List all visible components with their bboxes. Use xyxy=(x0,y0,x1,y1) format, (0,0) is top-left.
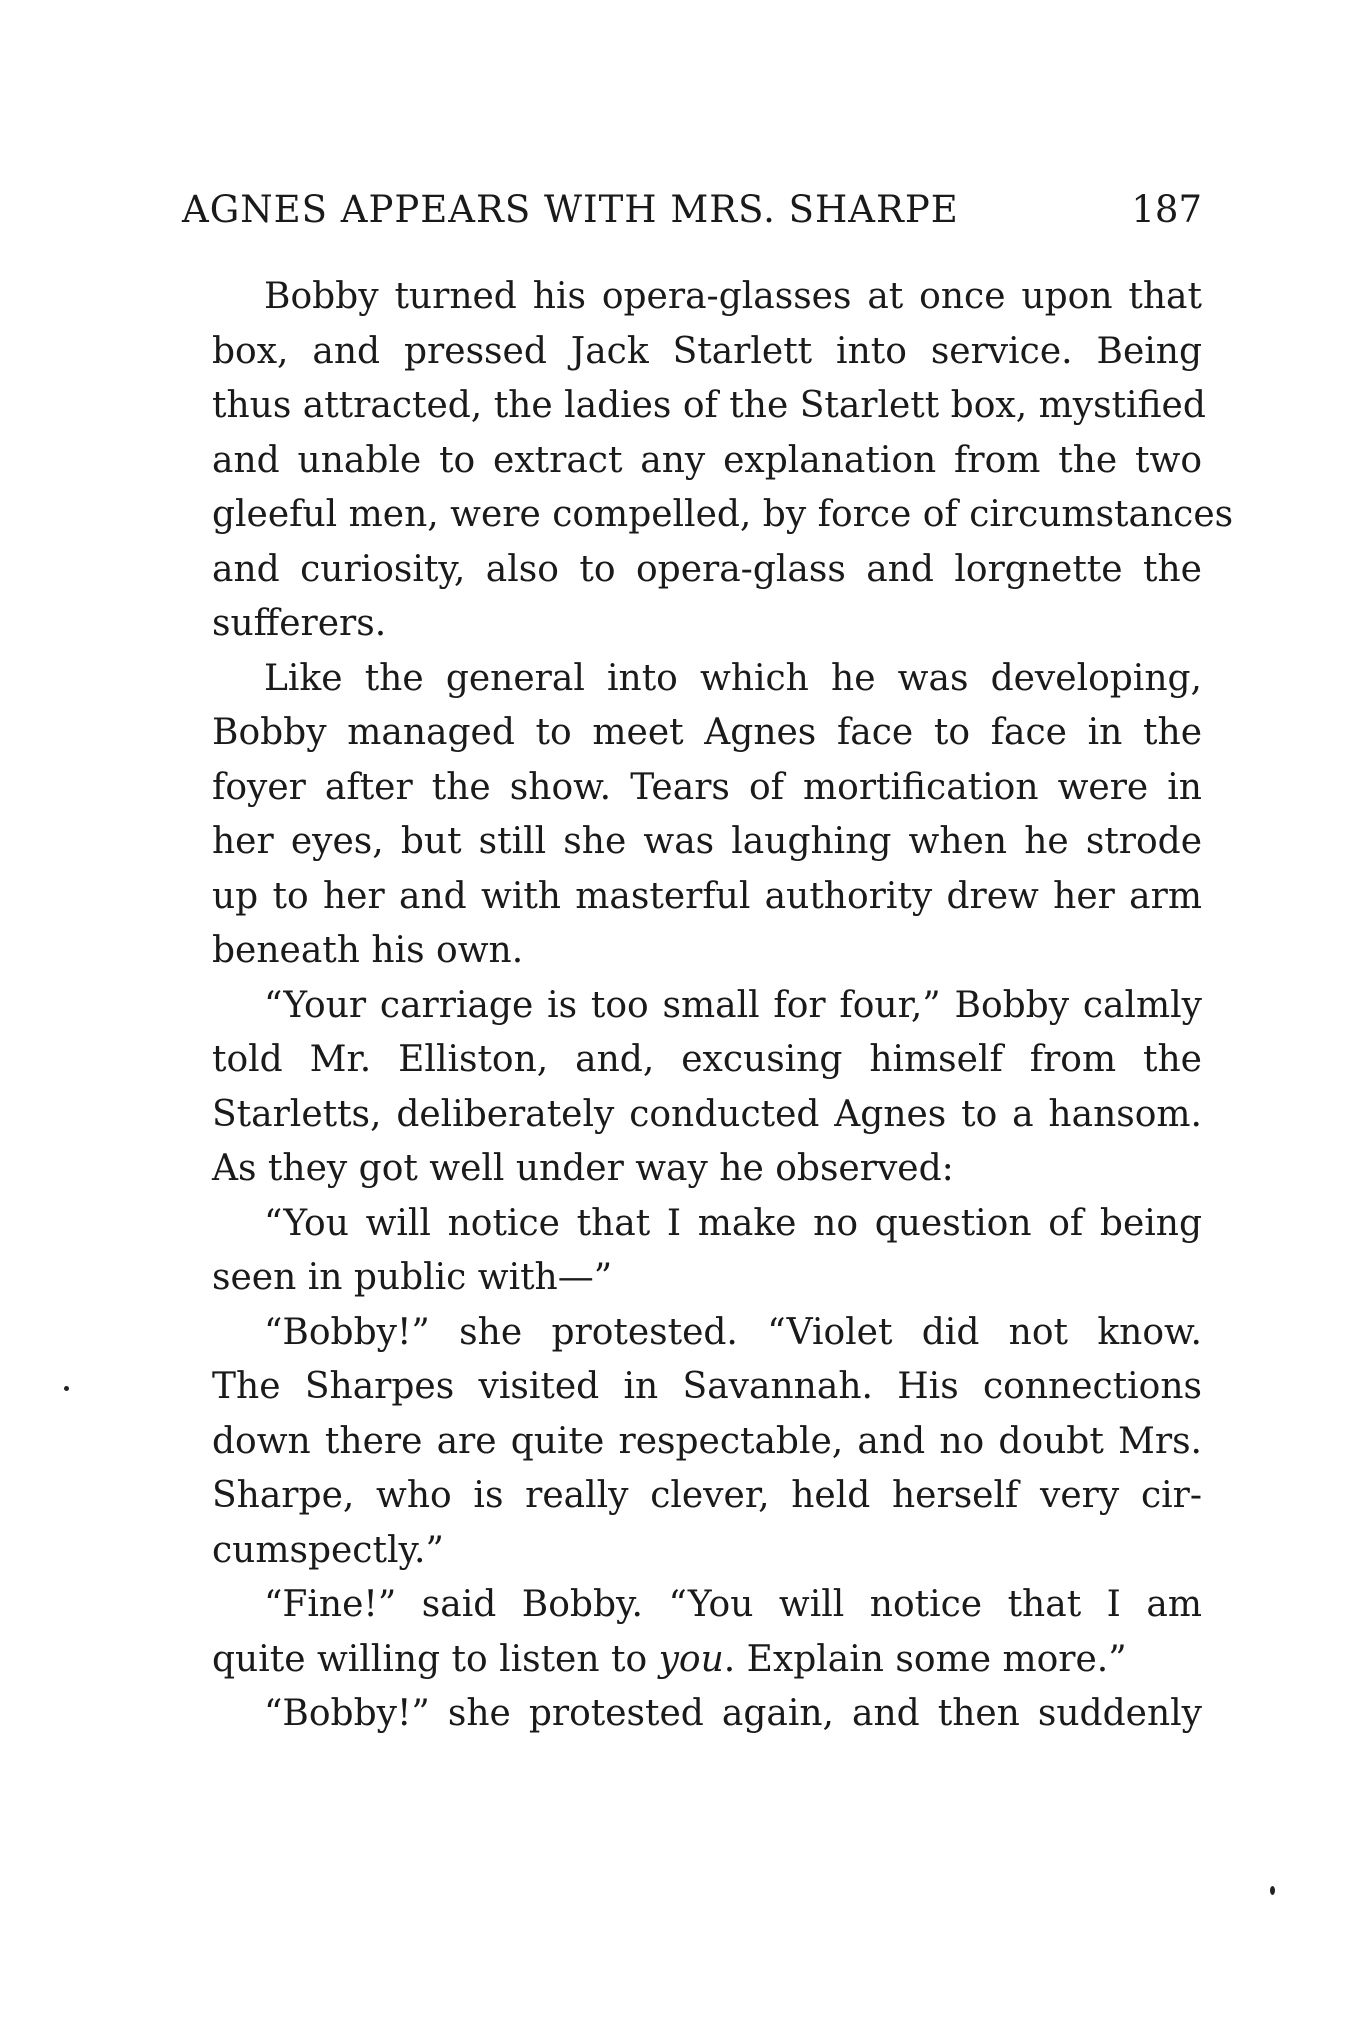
text-line: seen in public with—” xyxy=(212,1257,613,1298)
text-line: and curiosity, also to opera-glass and lorgnette the xyxy=(212,548,1202,590)
chapter-title: AGNES APPEARS WITH MRS. SHARPE xyxy=(182,188,959,231)
text-line: box, and pressed Jack Starlett into service. Being xyxy=(212,330,1202,372)
page-number: 187 xyxy=(1131,188,1202,231)
text-line: told Mr. Elliston, and, excusing himself from the xyxy=(212,1039,1202,1080)
text-line: The Sharpes visited in Savannah. His connections xyxy=(212,1366,1202,1407)
text-line: “Fine!” said Bobby. “You will notice that I am xyxy=(264,1584,1202,1625)
text-line: “Your carriage is too small for four,” Bobby calmly xyxy=(264,984,1202,1026)
text-line: “You will notice that I make no question of being xyxy=(264,1202,1202,1244)
text-line: gleeful men, were compelled, by force of circumstances xyxy=(212,494,1234,535)
emphasis: you xyxy=(658,1638,724,1680)
text-line: Like the general into which he was developing, xyxy=(264,657,1202,699)
text-line: foyer after the show. Tears of mortification were in xyxy=(212,766,1202,808)
text-line: sufferers. xyxy=(212,603,387,644)
text-line: Bobby turned his opera-glasses at once upon that xyxy=(264,276,1202,317)
text-line: “Bobby!” she protested again, and then suddenly xyxy=(264,1693,1202,1734)
text-line: beneath his own. xyxy=(212,930,524,971)
text-line: and unable to extract any explanation from the two xyxy=(212,439,1202,481)
text-line: Bobby managed to meet Agnes face to face in the xyxy=(212,712,1202,753)
text-line: down there are quite respectable, and no doubt Mrs. xyxy=(212,1420,1202,1462)
text-line: her eyes, but still she was laughing when he strode xyxy=(212,821,1202,862)
text-line: thus attracted, the ladies of the Starlett box, mystified xyxy=(212,385,1206,426)
text-line: Sharpe, who is really clever, held herself very cir- xyxy=(212,1475,1202,1516)
text-line: quite willing to listen to you. Explain some more.” xyxy=(212,1638,1127,1680)
text-line: up to her and with masterful authority drew her arm xyxy=(212,875,1202,917)
running-head xyxy=(182,180,1202,240)
scan-speck xyxy=(64,1386,69,1391)
text-line: As they got well under way he observed: xyxy=(212,1148,954,1189)
body-text xyxy=(212,270,1234,1742)
scan-speck xyxy=(1270,1886,1275,1895)
text-line: “Bobby!” she protested. “Violet did not know. xyxy=(264,1311,1202,1353)
text-line: cumspectly.” xyxy=(212,1529,444,1571)
text-line: Starletts, deliberately conducted Agnes to a hansom. xyxy=(212,1093,1202,1135)
